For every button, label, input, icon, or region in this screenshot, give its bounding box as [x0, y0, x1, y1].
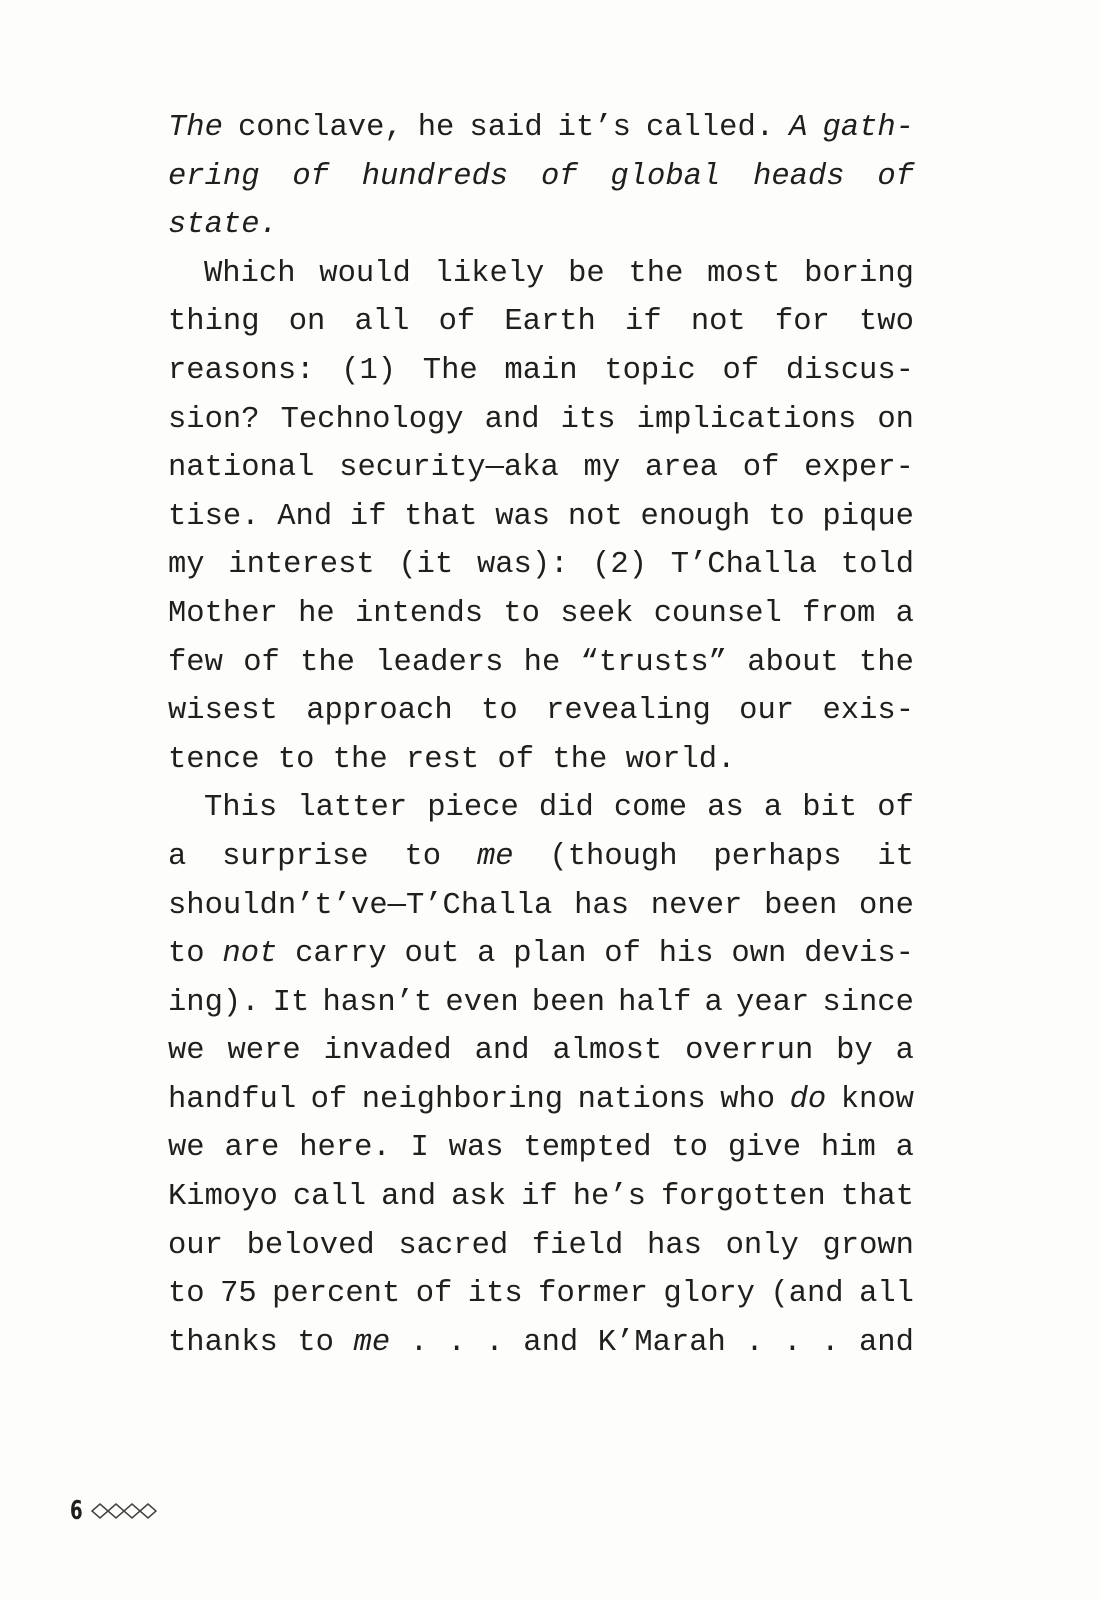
word: half: [618, 985, 692, 1020]
word: never: [650, 888, 743, 923]
text-line: [168, 1319, 914, 1368]
word: and: [474, 1034, 530, 1069]
text-line: [168, 396, 914, 445]
word: been: [764, 888, 838, 923]
text-line: [168, 298, 914, 347]
word: to: [768, 499, 805, 534]
word: of: [742, 451, 780, 486]
word: Which: [204, 256, 296, 291]
word: likely: [434, 256, 545, 291]
word: of: [438, 305, 476, 340]
word: almost: [552, 1034, 663, 1069]
word: plan: [513, 937, 587, 972]
word: on: [877, 402, 914, 437]
word: it’s: [557, 111, 631, 145]
text-line: [168, 1222, 914, 1271]
word: area: [644, 451, 719, 486]
word: has: [574, 888, 630, 923]
word: A: [789, 111, 808, 145]
word: of: [877, 791, 914, 826]
word: T’Challa: [670, 548, 818, 583]
word: and: [484, 402, 540, 437]
word: percent: [272, 1277, 401, 1312]
word: said: [469, 111, 543, 145]
word: was):: [476, 548, 569, 583]
word: .: [485, 1325, 504, 1360]
word: its: [560, 402, 616, 437]
word: he: [298, 596, 335, 631]
word: to: [168, 1277, 205, 1312]
word: Technology: [280, 402, 464, 437]
word: to: [404, 839, 442, 874]
word: know: [840, 1082, 914, 1117]
word: not: [567, 499, 623, 534]
word: to: [503, 596, 540, 631]
text-line: [168, 687, 914, 736]
word: a: [168, 839, 187, 874]
word: as: [707, 791, 744, 826]
word: if: [349, 499, 387, 534]
word: enough: [640, 499, 751, 534]
word: of: [243, 645, 280, 680]
word: ing).: [168, 985, 260, 1020]
word: .: [409, 1325, 428, 1360]
word: interest: [228, 548, 375, 583]
word: discus-: [785, 353, 914, 388]
word: a: [704, 985, 723, 1020]
word: tence to the rest of the world.: [168, 742, 736, 777]
word: (1): [341, 353, 397, 388]
word: .: [821, 1325, 840, 1360]
word: handful: [168, 1082, 297, 1117]
word: would: [319, 256, 411, 291]
word: told: [840, 548, 914, 583]
word: my: [583, 451, 621, 486]
word: (though: [549, 839, 678, 874]
word: since: [822, 985, 914, 1020]
word: its: [467, 1277, 523, 1312]
text-line: [168, 250, 914, 299]
word: my: [168, 548, 205, 583]
text-line: [168, 444, 914, 493]
text-line: [168, 541, 914, 590]
text-line: [168, 1124, 914, 1173]
word: surprise: [222, 839, 369, 874]
word: (and: [770, 1277, 844, 1312]
word: the: [859, 645, 914, 680]
word: we: [168, 1034, 205, 1069]
word: national: [168, 451, 315, 486]
word: be: [568, 256, 605, 291]
word: 75: [220, 1277, 257, 1312]
word: perhaps: [713, 839, 842, 874]
word: .: [783, 1325, 802, 1360]
text-line: [168, 1076, 914, 1125]
word: former: [538, 1277, 648, 1312]
word: the: [300, 645, 355, 680]
word: were: [227, 1034, 301, 1069]
word: reasons:: [168, 353, 315, 388]
word: .: [447, 1325, 466, 1360]
word: to: [481, 694, 518, 729]
word: The: [422, 353, 478, 388]
word: out: [404, 937, 460, 972]
text-line: [168, 930, 914, 979]
text-line: [168, 784, 914, 833]
word: we: [168, 1131, 205, 1166]
word: piece: [427, 791, 519, 826]
text-line: [168, 1027, 914, 1076]
word: of: [415, 1277, 453, 1312]
word: approach: [306, 694, 453, 729]
word: a: [895, 1034, 914, 1069]
word: not: [222, 937, 278, 972]
word: not: [690, 305, 746, 340]
text-line: [168, 1173, 914, 1222]
word: glory: [663, 1277, 755, 1312]
word: exis-: [822, 694, 914, 729]
word: give: [727, 1131, 802, 1166]
word: come: [613, 791, 688, 826]
text-line: [168, 347, 914, 396]
word: “trusts”: [580, 645, 727, 680]
word: of: [722, 353, 760, 388]
word: few: [168, 645, 223, 680]
word: has: [647, 1228, 702, 1263]
text-line: [168, 639, 914, 688]
text-line: [168, 979, 914, 1028]
word: state.: [168, 208, 278, 243]
word: a: [763, 791, 783, 826]
word: leaders: [375, 645, 504, 680]
word: to: [671, 1131, 708, 1166]
word: year: [736, 985, 810, 1020]
word: nations: [577, 1082, 706, 1117]
word: he: [523, 645, 561, 680]
word: if: [521, 1180, 558, 1215]
word: only: [725, 1228, 799, 1263]
word: do: [789, 1082, 827, 1117]
word: him: [820, 1131, 876, 1166]
word: sion?: [168, 402, 260, 437]
word: called.: [645, 111, 775, 145]
text-line: [168, 1270, 914, 1319]
word: of: [541, 159, 578, 194]
word: most: [707, 256, 781, 291]
word: implications: [636, 402, 857, 437]
page-number: 6: [70, 1496, 83, 1526]
body-text: [168, 104, 914, 1367]
word: who: [720, 1082, 776, 1117]
word: it: [877, 839, 914, 874]
word: security—aka: [339, 451, 559, 486]
word: call: [292, 1180, 367, 1215]
word: ask: [451, 1180, 507, 1215]
text-line: [168, 882, 914, 931]
text-line: [168, 104, 914, 153]
word: was: [495, 499, 551, 534]
word: even: [445, 985, 519, 1020]
word: two: [859, 305, 914, 340]
word: of: [604, 937, 641, 972]
word: his: [658, 937, 714, 972]
word: if: [625, 305, 662, 340]
word: boring: [804, 256, 914, 291]
text-line: [168, 833, 914, 882]
word: was: [448, 1131, 504, 1166]
word: here.: [299, 1131, 391, 1166]
word: gath-: [822, 111, 914, 145]
word: beloved: [246, 1228, 375, 1263]
word: (it: [398, 548, 454, 583]
word: thing: [168, 305, 260, 340]
word: a: [895, 1131, 914, 1166]
word: forgotten: [661, 1180, 826, 1215]
word: revealing: [546, 694, 711, 729]
word: It: [272, 985, 310, 1020]
word: all: [354, 305, 410, 340]
word: And: [277, 499, 333, 534]
word: heads: [753, 159, 845, 194]
word: from: [802, 596, 876, 631]
word: Kimoyo: [168, 1180, 278, 1215]
word: main: [504, 353, 578, 388]
word: our: [739, 694, 795, 729]
word: the: [628, 256, 684, 291]
word: one: [859, 888, 914, 923]
word: Earth: [504, 305, 596, 340]
word: I: [410, 1131, 429, 1166]
word: .: [745, 1325, 764, 1360]
word: that: [404, 499, 478, 534]
word: me: [476, 839, 514, 874]
text-line: [168, 493, 914, 542]
word: tise.: [168, 499, 260, 534]
word: for: [774, 305, 830, 340]
word: shouldn’t’ve—T’Challa: [168, 888, 553, 923]
word: of: [292, 159, 329, 194]
word: overrun: [685, 1034, 814, 1069]
word: and: [381, 1180, 437, 1215]
word: conclave,: [237, 111, 403, 145]
word: Mother: [168, 596, 278, 631]
word: neighboring: [361, 1082, 564, 1117]
word: are: [224, 1131, 280, 1166]
word: counsel: [653, 596, 782, 631]
word: he: [417, 111, 455, 145]
word: latter: [297, 791, 408, 826]
word: topic: [604, 353, 696, 388]
word: carry: [295, 937, 387, 972]
word: and: [858, 1325, 914, 1360]
word: all: [859, 1277, 914, 1312]
word: of: [877, 159, 914, 194]
word: and: [523, 1325, 579, 1360]
word: of: [310, 1082, 348, 1117]
word: pique: [822, 499, 914, 534]
word: invaded: [323, 1034, 452, 1069]
folio: [70, 1496, 160, 1526]
word: (2): [592, 548, 648, 583]
word: own: [731, 937, 787, 972]
word: K’Marah: [597, 1325, 726, 1360]
word: about: [747, 645, 839, 680]
word: wisest: [168, 694, 278, 729]
word: exper-: [804, 451, 914, 486]
word: been: [531, 985, 606, 1020]
word: This: [204, 791, 278, 826]
word: hasn’t: [322, 985, 433, 1020]
text-line: [168, 153, 914, 202]
word: a: [477, 937, 496, 972]
text-line: [168, 590, 914, 639]
word: The: [168, 111, 223, 145]
word: our: [168, 1228, 223, 1263]
diamond-ornament-icon: [90, 1501, 160, 1521]
text-line: [168, 201, 914, 250]
word: hundreds: [361, 159, 509, 194]
word: on: [288, 305, 326, 340]
word: bit: [802, 791, 858, 826]
word: devis-: [804, 937, 914, 972]
word: seek: [560, 596, 634, 631]
word: he’s: [572, 1180, 646, 1215]
word: did: [538, 791, 594, 826]
word: by: [836, 1034, 873, 1069]
word: grown: [822, 1228, 914, 1263]
word: me: [353, 1325, 391, 1360]
word: ering: [168, 159, 260, 194]
word: thanks: [168, 1325, 278, 1360]
word: to: [297, 1325, 334, 1360]
word: tempted: [523, 1131, 652, 1166]
word: intends: [354, 596, 484, 631]
text-line: [168, 736, 914, 785]
word: a: [895, 596, 914, 631]
word: to: [168, 937, 205, 972]
word: field: [531, 1228, 624, 1263]
word: global: [610, 159, 721, 194]
word: that: [840, 1180, 914, 1215]
word: sacred: [398, 1228, 509, 1263]
